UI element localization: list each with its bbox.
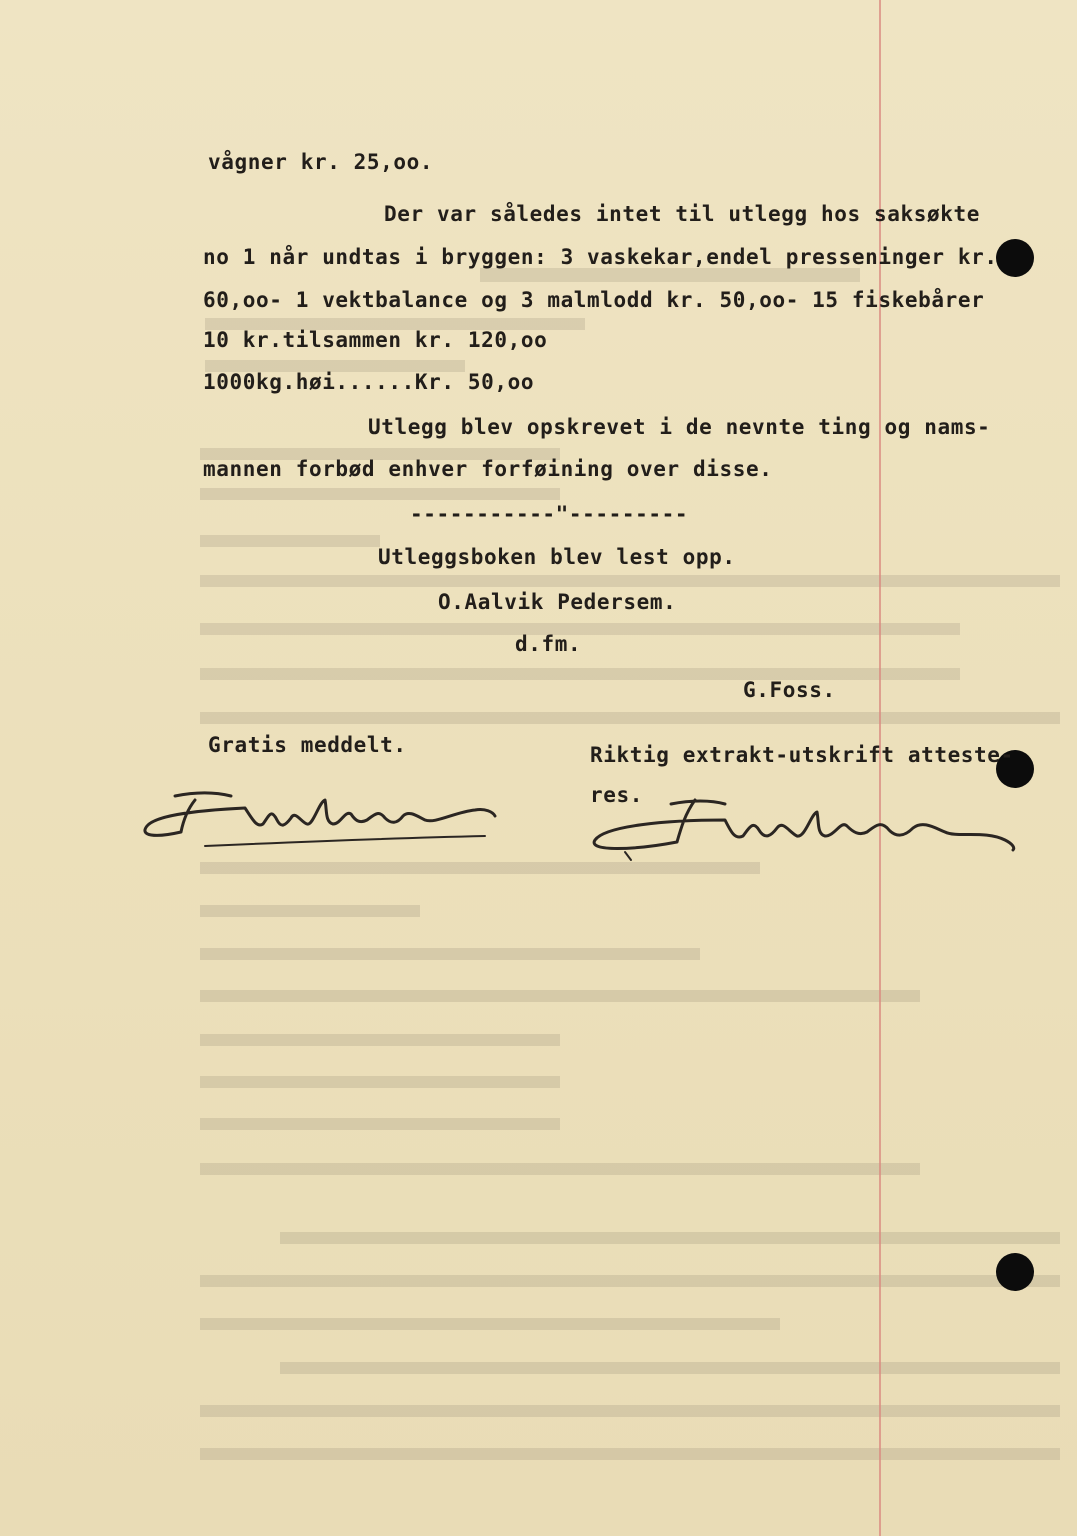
text-line-6: 1000kg.høi......Kr. 50,oo bbox=[203, 370, 535, 394]
text-line-9: Utleggsboken blev lest opp. bbox=[378, 545, 736, 569]
text-line-2: Der var således intet til utlegg hos saksøkte bbox=[384, 202, 980, 226]
punch-hole-bottom bbox=[996, 1253, 1034, 1291]
attestation-line: Riktig extrakt-utskrift atteste- bbox=[590, 743, 1014, 767]
signatory-name-1: O.Aalvik Pedersem. bbox=[438, 590, 677, 614]
text-line-4: 60,oo- 1 vektbalance og 3 malmlodd kr. 50,oo- 15 fiskebårer bbox=[203, 288, 985, 312]
text-line-5: 10 kr.tilsammen kr. 120,oo bbox=[203, 328, 548, 352]
separator-line: -----------"--------- bbox=[410, 502, 689, 526]
handwritten-signature-right bbox=[585, 790, 1025, 880]
gratis-note: Gratis meddelt. bbox=[208, 733, 407, 757]
text-line-7: Utlegg blev opskrevet i de nevnte ting og nams- bbox=[368, 415, 991, 439]
handwritten-signature-left bbox=[135, 780, 505, 860]
text-line-3: no 1 når undtas i bryggen: 3 vaskekar,endel presseninger kr. bbox=[203, 245, 998, 269]
text-line-8: mannen forbød enhver forføining over disse. bbox=[203, 457, 773, 481]
punch-hole-top bbox=[996, 239, 1034, 277]
margin-rule-line bbox=[879, 0, 881, 1536]
text-line-1: vågner kr. 25,oo. bbox=[208, 150, 434, 174]
attestation-line-continued: res. bbox=[590, 783, 643, 807]
signatory-name-2: G.Foss. bbox=[743, 678, 836, 702]
signatory-title-1: d.fm. bbox=[515, 632, 582, 656]
